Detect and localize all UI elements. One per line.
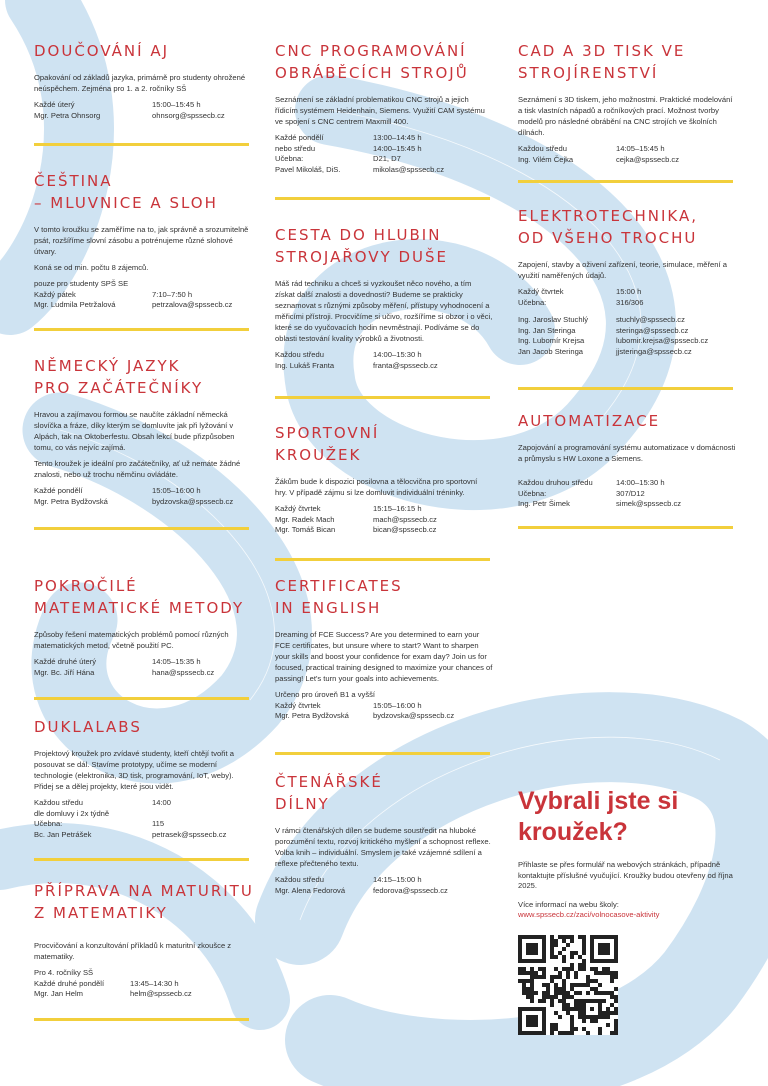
row-spacer — [518, 308, 736, 315]
email-link[interactable]: helm@spssecb.cz — [130, 989, 192, 998]
card-description: V tomto kroužku se zaměříme na to, jak správně a srozumitelně psát, rozšíříme slovní zásobu a potrénujeme různé slohové útvary. Koná se od min. počtu 8 zájemců. — [34, 225, 249, 272]
card-description: Seznámení s 3D tiskem, jeho možnostmi. Praktické modelování a tisk vlastních nápadů a ročníkových prací. Možnost tvorby modelů pro následné obrábění na CNC strojích ve školních dílnách. — [518, 95, 733, 137]
teacher-row: Mgr. Bc. Jiří Hána hana@spssecb.cz — [34, 668, 249, 679]
card-description: Procvičování a konzultování příkladů k maturitní zkoušce z matematiky. — [34, 941, 232, 961]
schedule-row: Každé pondělí 13:00–14:45 h — [275, 133, 422, 142]
card-title: ČTENÁŘSKÉ DÍLNY — [275, 773, 383, 813]
card-automatizace — [518, 410, 736, 510]
email-link[interactable]: cejka@spssecb.cz — [616, 154, 679, 164]
card-duklalabs — [34, 716, 249, 840]
email-link[interactable]: jjsteringa@spssecb.cz — [616, 346, 692, 356]
schedule-row: dle domluvy i 2x týdně — [34, 808, 110, 818]
schedule-row: Každou středu 14:00–15:30 h — [275, 350, 422, 359]
divider-bar — [34, 328, 249, 331]
email-link[interactable]: steringa@spssecb.cz — [616, 325, 689, 335]
teacher-row: Ing. Jan Steringa steringa@spssecb.cz — [518, 326, 736, 337]
card-elektrotechnika — [518, 205, 736, 357]
teacher-row: Mgr. Petra Bydžovská bydzovska@spssecb.cz — [275, 711, 493, 722]
teacher-row: Mgr. Jan Helm helm@spssecb.cz — [34, 989, 254, 1000]
teacher-row: Ing. Lubomír Krejsa lubomir.krejsa@spssecb.cz — [518, 336, 736, 347]
card-description: Žákům bude k dispozici posilovna a tělocvična pro sportovní hry. V případě zájmu si lze domluvit individuální tréninky. — [275, 477, 478, 497]
card-description: Způsoby řešení matematických problémů pomocí různých matematických metod, včetně použití PC. — [34, 630, 229, 650]
email-link[interactable]: hana@spssecb.cz — [152, 667, 215, 677]
email-link[interactable]: fedorova@spssecb.cz — [373, 885, 448, 895]
card-title: ČEŠTINA – MLUVNICE A SLOH — [34, 172, 218, 212]
divider-bar — [275, 396, 490, 399]
email-link[interactable]: lubomir.krejsa@spssecb.cz — [616, 336, 709, 345]
card-priprava-na-maturitu — [34, 880, 254, 1000]
email-link[interactable]: mach@spssecb.cz — [373, 514, 437, 524]
teacher-row: Mgr. Petra Ohnsorg ohnsorg@spssecb.cz — [34, 111, 249, 122]
teacher-row: Mgr. Tomáš Bican bican@spssecb.cz — [275, 525, 490, 536]
card-certificates-in-english — [275, 575, 493, 722]
email-link[interactable]: stuchly@spssecb.cz — [616, 315, 685, 324]
cta-section — [518, 786, 740, 921]
schedule-row: Každou středu 14:15–15:00 h — [275, 875, 422, 884]
divider-bar — [518, 526, 733, 529]
card-description: Dreaming of FCE Success? Are you determined to earn your FCE certificates, but unsure where to start? Want to sharpen your skills and boost your confidence for exam day? Join us for focused, practical training designed to maximize your chances of passing! Let's turn your goals into achievements. — [275, 630, 493, 683]
card-ctenarske-dilny — [275, 771, 493, 896]
card-title: ELEKTROTECHNIKA, OD VŠEHO TROCHU — [518, 207, 699, 247]
card-title: DUKLALABS — [34, 718, 142, 736]
email-link[interactable]: petrasek@spssecb.cz — [152, 829, 227, 839]
classroom-row: Učebna: 307/D12 — [518, 488, 645, 498]
card-description: Hravou a zajímavou formou se naučíte základní německá slovíčka a fráze, díky kterým se domluvíte jak při lyžování v Alpách, tak na Oktoberfestu. Obsah lekcí bude přizpůsoben tomu, co vás nejvíc zajímá. Tento kroužek je ideální pro začátečníky, ať už nemáte žádné znalosti, nebo už trochu němčinu ovládáte. — [34, 410, 241, 479]
email-link[interactable]: simek@spssecb.cz — [616, 499, 682, 508]
card-cnc-programovani — [275, 40, 490, 175]
divider-bar — [34, 143, 249, 146]
card-description: Zapojování a programování systému automatizace v domácnosti a průmyslu s HW Loxone a Siemens. — [518, 443, 736, 463]
card-description: Opakování od základů jazyka, primárně pro studenty ohrožené neúspěchem. Zejména pro 1. a 2. ročníky SŠ — [34, 73, 246, 93]
teacher-row: Ing. Jaroslav Stuchlý stuchly@spssecb.cz — [518, 315, 736, 326]
card-cesta-do-hlubin — [275, 224, 493, 371]
card-description: V rámci čtenářských dílen se budeme soustředit na hluboké porozumění textu, rozvoj kritického myšlení a schopnost reflexe. Volba knih – individuální. Smyslem je také vzájemné sdílení a reflexe přečteného textu. — [275, 826, 491, 868]
schedule-row: Každý čtvrtek 15:15–16:15 h — [275, 504, 422, 513]
card-cad-3d-tisk — [518, 40, 736, 165]
teacher-row: Ing. Lukáš Franta franta@spssecb.cz — [275, 361, 493, 372]
email-link[interactable]: bydzovska@spssecb.cz — [152, 496, 234, 506]
divider-bar — [275, 197, 490, 200]
divider-bar — [275, 558, 490, 561]
audience-note: Pro 4. ročníky SŠ — [34, 968, 94, 977]
teacher-row: Mgr. Petra Bydžovská bydzovska@spssecb.cz — [34, 497, 249, 508]
schedule-row: nebo středu 14:00–15:45 h — [275, 143, 422, 153]
audience-note: pouze pro studenty SPŠ SE — [34, 279, 129, 288]
teacher-row: Jan Jacob Steringa jjsteringa@spssecb.cz — [518, 347, 736, 358]
qr-code-icon[interactable] — [518, 935, 618, 1035]
cta-text: Přihlaste se přes formulář na webových stránkách, případně kontaktujte příslušné vyučující. Kroužky budou otevřeny od října 2025. — [518, 860, 733, 890]
divider-bar — [34, 1018, 249, 1021]
card-title: CNC PROGRAMOVÁNÍ OBRÁBĚCÍCH STROJŮ — [275, 42, 469, 82]
schedule-row: Každé úterý 15:00–15:45 h — [34, 100, 201, 109]
classroom-row: Učebna: 115 — [34, 819, 165, 828]
teacher-row: Pavel Mikoláš, DiS. mikolas@spssecb.cz — [275, 165, 490, 176]
schedule-row: Každou středu 14:05–15:45 h — [518, 144, 665, 153]
divider-bar — [34, 858, 249, 861]
divider-bar — [34, 527, 249, 530]
schedule-row: Každý pátek 7:10–7:50 h — [34, 289, 193, 299]
card-doucovani-aj — [34, 40, 249, 121]
card-title: PŘÍPRAVA NA MATURITU Z MATEMATIKY — [34, 882, 254, 922]
teacher-row: Mgr. Ludmila Petržalová petrzalova@spssecb.cz — [34, 300, 249, 311]
classroom-row: Učebna: 316/306 — [518, 297, 644, 307]
more-info-label: Více informací na webu školy: — [518, 899, 619, 909]
email-link[interactable]: franta@spssecb.cz — [373, 360, 438, 370]
email-link[interactable]: bican@spssecb.cz — [373, 525, 437, 534]
teacher-row: Bc. Jan Petrášek petrasek@spssecb.cz — [34, 830, 249, 841]
divider-bar — [518, 387, 733, 390]
card-title: DOUČOVÁNÍ AJ — [34, 42, 170, 60]
schedule-row: Každou druhou středu 14:00–15:30 h — [518, 478, 665, 487]
teacher-row: Mgr. Alena Fedorová fedorova@spssecb.cz — [275, 886, 493, 897]
teacher-row: Ing. Vilém Čejka cejka@spssecb.cz — [518, 155, 736, 166]
card-title: CAD A 3D TISK VE STROJÍRENSTVÍ — [518, 42, 686, 82]
card-title: AUTOMATIZACE — [518, 412, 661, 430]
card-title: CESTA DO HLUBIN STROJAŘOVY DUŠE — [275, 226, 449, 266]
card-nemecky-jazyk — [34, 355, 249, 507]
divider-bar — [275, 752, 490, 755]
card-title: POKROČILÉ MATEMATICKÉ METODY — [34, 577, 245, 617]
email-link[interactable]: petrzalova@spssecb.cz — [152, 300, 233, 309]
card-description: Zapojení, stavby a oživení zařízení, teorie, simulace, měření a využití naměřených údajů. — [518, 260, 727, 280]
schedule-row: Každý čtvrtek 15:05–16:00 h — [275, 700, 422, 710]
card-description: Seznámení se základní problematikou CNC strojů a jejich řídicím systémem Heidenhain, Siemens. Využití CAM systému ve spojení s CNC centrem Maxmill 400. — [275, 95, 485, 126]
teacher-row: Ing. Petr Šimek simek@spssecb.cz — [518, 499, 736, 510]
email-link[interactable]: bydzovska@spssecb.cz — [373, 711, 455, 720]
card-description: Máš rád techniku a chceš si vyzkoušet něco nového, a tím získat další znalosti a dovednosti? Budeme se prakticky seznamovat s různými způsoby měření, přístupy vyhodnocení a měřicími přístroji. Procvičíme si učivo, rozšíříme si obzor i o věci, které se do vyučovacích hodin nevměstnají. Podíváme se do oblasti testování kvality výrobků a životnosti. — [275, 279, 493, 343]
schedule-row: Každé pondělí 15:05–16:00 h — [34, 486, 201, 495]
schedule-row: Každé druhé úterý 14:05–15:35 h — [34, 657, 201, 666]
card-title: CERTIFICATES IN ENGLISH — [275, 577, 403, 617]
card-pokrocile-matematicke-metody — [34, 575, 249, 678]
card-description: Projektový kroužek pro zvídavé studenty, kteří chtějí tvořit a posouvat se dál. Stavíme prototypy, učíme se moderní technologie (elektronika, 3D tisk, programování, IoT, weby). Přidej se a dělej projekty, které jsou vidět. — [34, 749, 234, 791]
cta-title: Vybrali jste si kroužek? — [518, 787, 679, 846]
card-title: SPORTOVNÍ KROUŽEK — [275, 424, 380, 464]
card-cestina — [34, 170, 249, 311]
card-title: NĚMECKÝ JAZYK PRO ZAČÁTEČNÍKY — [34, 357, 204, 397]
classroom-row: Učebna: D21, D7 — [275, 154, 401, 163]
email-link[interactable]: ohnsorg@spssecb.cz — [152, 110, 225, 120]
schedule-row: Každou středu 14:00 — [34, 798, 172, 807]
divider-bar — [34, 697, 249, 700]
audience-note: Určeno pro úroveň B1 a vyšší — [275, 690, 376, 699]
website-link[interactable]: www.spssecb.cz/zaci/volnocasove-aktivity — [518, 910, 660, 919]
email-link[interactable]: mikolas@spssecb.cz — [373, 164, 445, 174]
schedule-row: Každé druhé pondělí 13:45–14:30 h — [34, 978, 179, 988]
schedule-row: Každý čtvrtek 15:00 h — [518, 287, 642, 296]
teacher-row: Mgr. Radek Mach mach@spssecb.cz — [275, 515, 490, 526]
divider-bar — [518, 180, 733, 183]
card-sportovni-krouzek — [275, 422, 490, 536]
